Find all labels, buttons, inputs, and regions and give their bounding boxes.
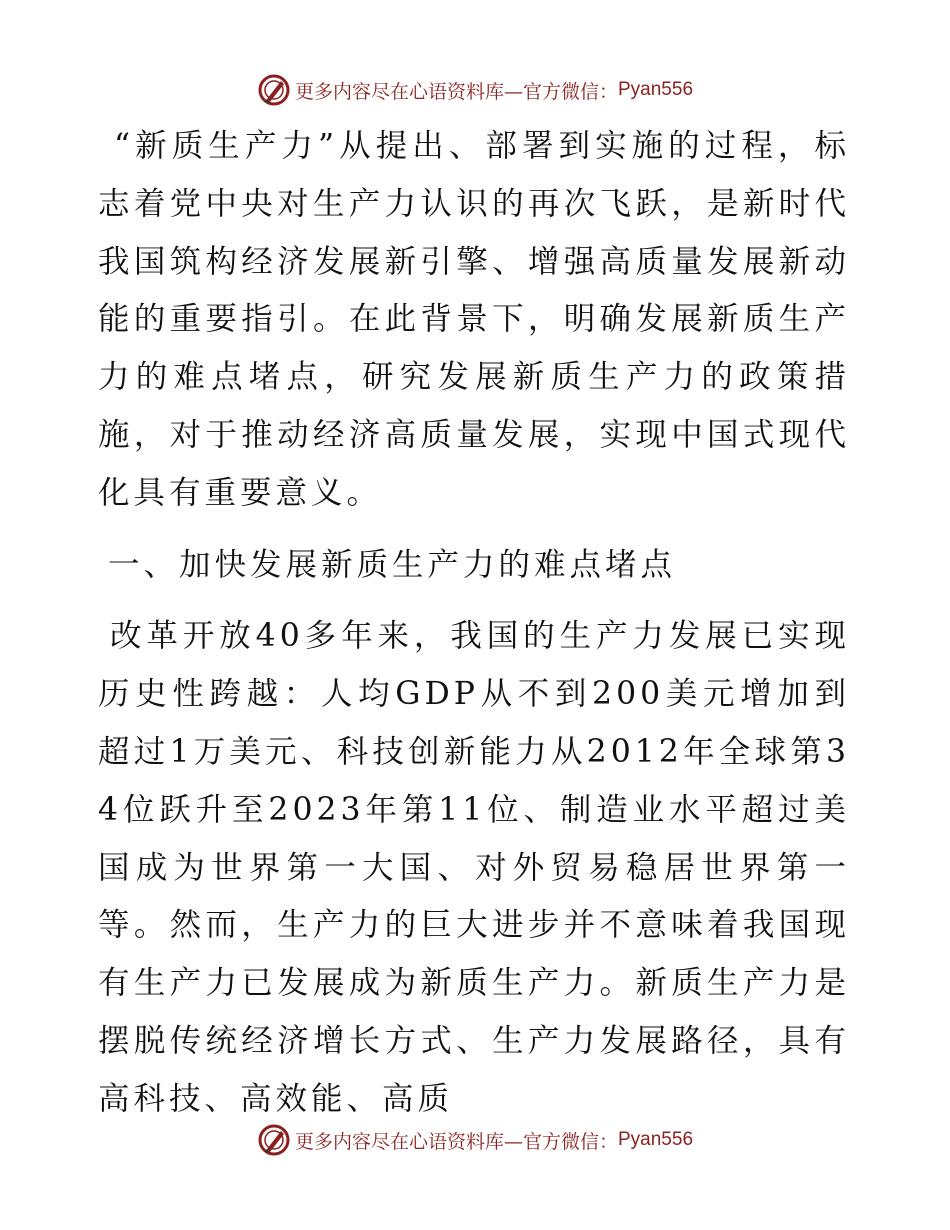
wechat-id: Pyan556 — [618, 79, 694, 100]
footer-banner — [0, 1120, 950, 1160]
intro-paragraph: “新质生产力”从提出、部署到实施的过程，标志着党中央对生产力认识的再次飞跃，是新时代我国筑构经济发展新引擎、增强高质量发展新动能的重要指引。在此背景下，明确发展新质生产力的难点堵点，研究发展新质生产力的政策措施，对于推动经济高质量发展，实现中国式现代化具有重要意义。 — [98, 128, 850, 511]
document-body — [98, 118, 850, 1129]
section-heading: 一、加快发展新质生产力的难点堵点 — [108, 546, 677, 583]
wechat-id: Pyan556 — [618, 1129, 694, 1150]
pen-circle-logo-icon — [257, 1123, 291, 1157]
banner-text: 更多内容尽在心语资料库—官方微信： — [294, 1130, 618, 1153]
header-banner — [0, 70, 950, 110]
pen-circle-logo-icon — [257, 73, 291, 107]
body-paragraph: 改革开放40多年来，我国的生产力发展已实现历史性跨越：人均GDP从不到200美元增加到超过1万美元、科技创新能力从2012年全球第34位跃升至2023年第11位、制造业水平超过美国成为世界第一大国、对外贸易稳居世界第一等。然而，生产力的巨大进步并不意味着我国现有生产力已发展成为新质生产力。新质生产力是摆脱传统经济增长方式、生产力发展路径，具有高科技、高效能、高质 — [98, 618, 850, 1117]
banner-text: 更多内容尽在心语资料库—官方微信： — [294, 80, 618, 103]
